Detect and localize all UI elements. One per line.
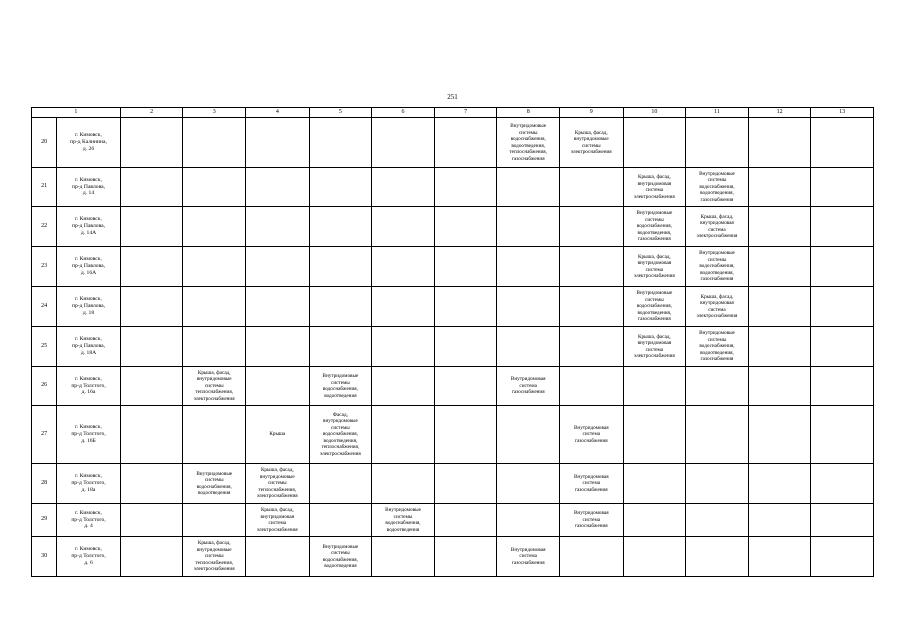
work-cell — [372, 406, 435, 464]
work-cell — [183, 327, 246, 367]
work-cell: Внутридомовая система газоснабжения — [497, 537, 560, 577]
column-header: 11 — [686, 108, 749, 118]
work-cell: Внутридомовые системы водоснабжения, водоотведения, газоснабжения — [686, 168, 749, 207]
work-cell: Крыша, фасад, внутридомовые системы теплоснабжения, электроснабжения — [246, 464, 310, 504]
work-cell — [811, 247, 874, 287]
work-cell — [748, 168, 811, 207]
work-cell: Фасад, внутридомовые системы водоснабжения, водоотведения, теплоснабжения, электроснабжения — [309, 406, 372, 464]
work-cell — [309, 504, 372, 537]
work-cell — [246, 367, 310, 406]
work-cell: Внутридомовые системы водоснабжения, водоотведения, теплоснабжения, газоснабжения — [497, 118, 560, 168]
column-header: 10 — [623, 108, 686, 118]
work-cell — [120, 327, 183, 367]
work-cell — [748, 367, 811, 406]
row-number: 27 — [32, 406, 57, 464]
work-cell — [120, 247, 183, 287]
column-header: 2 — [120, 108, 183, 118]
row-number: 30 — [32, 537, 57, 577]
work-cell — [748, 118, 811, 168]
work-cell — [183, 504, 246, 537]
work-cell — [120, 537, 183, 577]
work-cell — [434, 504, 497, 537]
work-cell: Внутридомовые системы водоснабжения, водоотведения — [183, 464, 246, 504]
work-cell: Крыша, фасад, внутридомовая система электроснабжения — [686, 287, 749, 327]
table-row — [32, 367, 874, 406]
table-row — [32, 118, 874, 168]
row-number: 22 — [32, 207, 57, 247]
work-cell — [811, 327, 874, 367]
work-cell — [748, 406, 811, 464]
address-cell: г. Кимовск, пр-д Толстого, д. 6 — [57, 537, 121, 577]
work-cell — [559, 168, 623, 207]
work-cell — [372, 367, 435, 406]
work-cell — [559, 207, 623, 247]
work-cell — [372, 287, 435, 327]
work-cell — [372, 247, 435, 287]
work-cell — [748, 537, 811, 577]
work-cell — [623, 406, 686, 464]
work-cell: Внутридомовые системы водоснабжения, водоотведения, газоснабжения — [686, 247, 749, 287]
work-cell — [559, 247, 623, 287]
work-cell: Крыша, фасад, внутридомовая система электроснабжения — [623, 327, 686, 367]
work-cell: Крыша, фасад, внутридомовая система электроснабжения — [623, 247, 686, 287]
table-row — [32, 537, 874, 577]
work-cell — [811, 168, 874, 207]
work-cell — [183, 247, 246, 287]
work-cell — [183, 168, 246, 207]
work-cell: Внутридомовые системы водоснабжения, водоотведения, газоснабжения — [623, 207, 686, 247]
table-row — [32, 464, 874, 504]
work-cell — [120, 464, 183, 504]
work-cell — [434, 327, 497, 367]
column-header: 4 — [246, 108, 310, 118]
row-number: 28 — [32, 464, 57, 504]
work-cell — [246, 287, 310, 327]
work-cell: Крыша, фасад, внутридомовые системы теплоснабжения, электроснабжения — [183, 367, 246, 406]
work-cell: Крыша, фасад, внутридомовая система электроснабжения — [623, 168, 686, 207]
work-cell: Внутридомовая система газоснабжения — [559, 406, 623, 464]
work-cell — [559, 367, 623, 406]
table-row — [32, 287, 874, 327]
work-cell — [686, 464, 749, 504]
work-cell — [748, 287, 811, 327]
address-cell: г. Кимовск, пр-д Павлова, д. 16А — [57, 247, 121, 287]
work-cell — [309, 464, 372, 504]
work-cell — [811, 367, 874, 406]
work-cell — [183, 118, 246, 168]
work-cell — [372, 327, 435, 367]
work-cell — [497, 464, 560, 504]
table-row — [32, 247, 874, 287]
work-cell: Крыша, фасад, внутридомовая система электроснабжения — [246, 504, 310, 537]
work-cell — [811, 537, 874, 577]
work-cell — [246, 247, 310, 287]
column-header: 3 — [183, 108, 246, 118]
work-cell — [372, 537, 435, 577]
work-cell: Крыша — [246, 406, 310, 464]
work-cell — [183, 287, 246, 327]
work-cell — [497, 168, 560, 207]
work-cell — [811, 287, 874, 327]
work-cell — [748, 327, 811, 367]
row-number: 20 — [32, 118, 57, 168]
work-cell — [497, 287, 560, 327]
work-cell — [434, 247, 497, 287]
work-cell — [623, 118, 686, 168]
work-cell — [559, 537, 623, 577]
work-cell — [120, 207, 183, 247]
work-cell — [183, 207, 246, 247]
table-row — [32, 207, 874, 247]
row-number: 26 — [32, 367, 57, 406]
work-cell: Крыша, фасад, внутридомовая система электроснабжения — [686, 207, 749, 247]
column-header: 9 — [559, 108, 623, 118]
work-cell — [434, 168, 497, 207]
address-cell: г. Кимовск, пр-д Калинина, д. 26 — [57, 118, 121, 168]
address-cell: г. Кимовск, пр-д Павлова, д. 18 — [57, 287, 121, 327]
work-cell — [748, 247, 811, 287]
work-cell — [623, 504, 686, 537]
column-header: 12 — [748, 108, 811, 118]
work-cell — [623, 367, 686, 406]
work-cell: Внутридомовые системы водоснабжения, водоотведения — [372, 504, 435, 537]
work-cell: Внутридомовые системы водоснабжения, водоотведения, газоснабжения — [686, 327, 749, 367]
work-cell — [309, 247, 372, 287]
work-cell — [623, 464, 686, 504]
work-cell — [246, 118, 310, 168]
work-cell — [434, 287, 497, 327]
row-number: 29 — [32, 504, 57, 537]
page-number: 251 — [447, 93, 458, 101]
work-cell — [811, 406, 874, 464]
row-number: 23 — [32, 247, 57, 287]
work-cell — [372, 168, 435, 207]
work-cell — [686, 537, 749, 577]
work-cell: Внутридомовые системы водоснабжения, водоотведения — [309, 537, 372, 577]
work-cell — [309, 168, 372, 207]
repair-schedule-table — [31, 107, 874, 577]
work-cell — [559, 287, 623, 327]
work-cell — [120, 406, 183, 464]
row-number: 25 — [32, 327, 57, 367]
work-cell — [246, 327, 310, 367]
work-cell — [120, 168, 183, 207]
address-cell: г. Кимовск, пр-д Толстого, д. 16а — [57, 367, 121, 406]
column-header: 6 — [372, 108, 435, 118]
work-cell: Внутридомовые системы водоснабжения, водоотведения, газоснабжения — [623, 287, 686, 327]
work-cell — [497, 327, 560, 367]
work-cell — [309, 118, 372, 168]
work-cell — [497, 247, 560, 287]
work-cell — [120, 367, 183, 406]
address-cell: г. Кимовск, пр-д Толстого, д. 16Б — [57, 406, 121, 464]
column-header: 5 — [309, 108, 372, 118]
column-header: 1 — [32, 108, 121, 118]
work-cell — [434, 118, 497, 168]
work-cell — [748, 504, 811, 537]
work-cell — [748, 464, 811, 504]
work-cell — [686, 504, 749, 537]
work-cell — [372, 118, 435, 168]
row-number: 24 — [32, 287, 57, 327]
work-cell — [246, 168, 310, 207]
work-cell — [497, 207, 560, 247]
table-row — [32, 168, 874, 207]
work-cell — [811, 118, 874, 168]
work-cell — [120, 118, 183, 168]
work-cell — [686, 367, 749, 406]
work-cell — [434, 367, 497, 406]
work-cell — [748, 207, 811, 247]
work-cell — [183, 406, 246, 464]
work-cell — [120, 504, 183, 537]
work-cell — [434, 406, 497, 464]
table-row — [32, 327, 874, 367]
work-cell — [434, 537, 497, 577]
work-cell — [811, 207, 874, 247]
work-cell — [434, 464, 497, 504]
work-cell — [623, 537, 686, 577]
address-cell: г. Кимовск, пр-д Павлова, д. 14А — [57, 207, 121, 247]
work-cell — [686, 118, 749, 168]
work-cell: Внутридомовые системы водоснабжения, водоотведения — [309, 367, 372, 406]
work-cell — [120, 287, 183, 327]
work-cell — [686, 406, 749, 464]
address-cell: г. Кимовск, пр-д Павлова, д. 18А — [57, 327, 121, 367]
work-cell: Крыша, фасад, внутридомовые системы теплоснабжения, электроснабжения — [183, 537, 246, 577]
work-cell — [309, 207, 372, 247]
column-header: 13 — [811, 108, 874, 118]
work-cell: Внутридомовая система газоснабжения — [559, 464, 623, 504]
column-header: 7 — [434, 108, 497, 118]
work-cell — [434, 207, 497, 247]
column-header: 8 — [497, 108, 560, 118]
work-cell — [246, 537, 310, 577]
work-cell — [309, 327, 372, 367]
work-cell — [811, 464, 874, 504]
work-cell: Внутридомовая система газоснабжения — [497, 367, 560, 406]
table-row — [32, 504, 874, 537]
header-row — [32, 108, 874, 118]
work-cell — [246, 207, 310, 247]
address-cell: г. Кимовск, пр-д Толстого, д. 4 — [57, 504, 121, 537]
work-cell: Внутридомовая система газоснабжения — [559, 504, 623, 537]
address-cell: г. Кимовск, пр-д Толстого, д. 18а — [57, 464, 121, 504]
work-cell — [811, 504, 874, 537]
work-cell: Крыша, фасад, внутридомовые системы электроснабжения — [559, 118, 623, 168]
work-cell — [497, 406, 560, 464]
work-cell — [372, 207, 435, 247]
work-cell — [559, 327, 623, 367]
row-number: 21 — [32, 168, 57, 207]
work-cell — [309, 287, 372, 327]
work-cell — [372, 464, 435, 504]
address-cell: г. Кимовск, пр-д Павлова, д. 14 — [57, 168, 121, 207]
table-row — [32, 406, 874, 464]
work-cell — [497, 504, 560, 537]
